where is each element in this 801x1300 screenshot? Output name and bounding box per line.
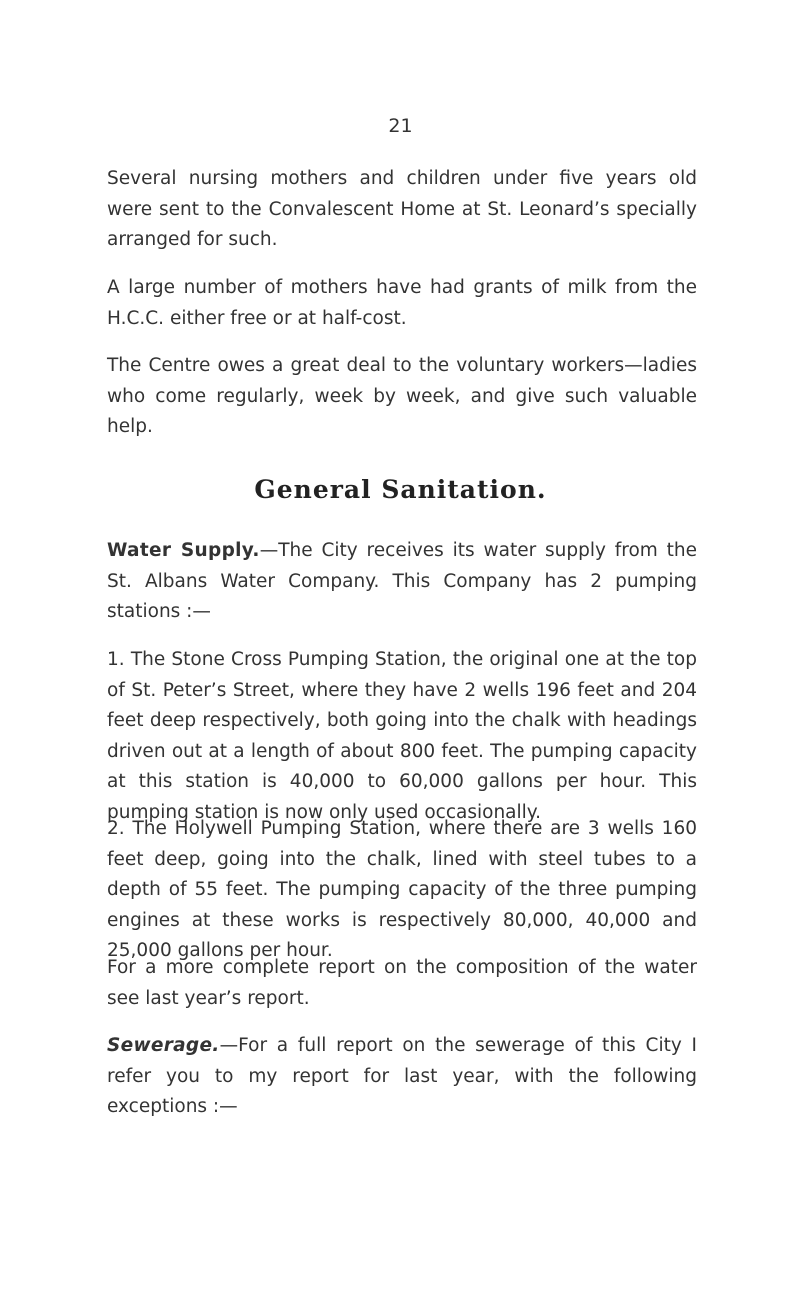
- section-heading: General Sanitation.: [254, 475, 547, 504]
- water-supply-text: —The City receives its water supply from the St. Albans Water Company. This Company has 2 pumping stations :—: [107, 540, 698, 622]
- paragraph-text: 2. The Holywell Pumping Station, where there are 3 wells 160 feet deep, going into the chalk, lined with steel tubes to a depth of 55 feet. The pumping capacity of the three pumping engines at these works is respectively 80,000, 40,000 and 25,000 gallons per hour.: [107, 818, 697, 961]
- paragraph-text: Several nursing mothers and children under five years old were sent to the Convalescent Home at St. Leonard’s specially arranged for such.: [107, 168, 697, 250]
- paragraph-text: [107, 1031, 697, 1123]
- intro-paragraph-3: [107, 351, 697, 443]
- water-supply-heading: Water Supply.: [107, 540, 260, 561]
- further-report-paragraph: [107, 953, 697, 1014]
- intro-paragraph-2: [107, 273, 697, 334]
- station-2-paragraph: [107, 814, 697, 967]
- sewerage-text: —For a full report on the sewerage of this City I refer you to my report for last year, with the following exceptions :—: [107, 1035, 697, 1117]
- paragraph-text: For a more complete report on the composition of the water see last year’s report.: [107, 957, 697, 1009]
- sewerage-paragraph: [107, 1031, 697, 1123]
- page-number: 21: [388, 115, 413, 137]
- paragraph-text: The Centre owes a great deal to the voluntary workers—ladies who come regularly, week by week, and give such valuable help.: [107, 355, 697, 437]
- paragraph-text: 1. The Stone Cross Pumping Station, the original one at the top of St. Peter’s Street, where they have 2 wells 196 feet and 204 feet deep respectively, both going into the chalk with headings driven out at a length of about 800 feet. The pumping capacity at this station is 40,000 to 60,000 gallons per hour. This pumping station is now only used occasionally.: [107, 649, 697, 823]
- paragraph-text: A large number of mothers have had grants of milk from the H.C.C. either free or at half-cost.: [107, 277, 697, 329]
- sewerage-heading: Sewerage.: [107, 1035, 220, 1056]
- paragraph-text: [107, 536, 697, 628]
- water-supply-paragraph: [107, 536, 697, 628]
- station-1-paragraph: [107, 645, 697, 828]
- intro-paragraph-1: [107, 164, 697, 256]
